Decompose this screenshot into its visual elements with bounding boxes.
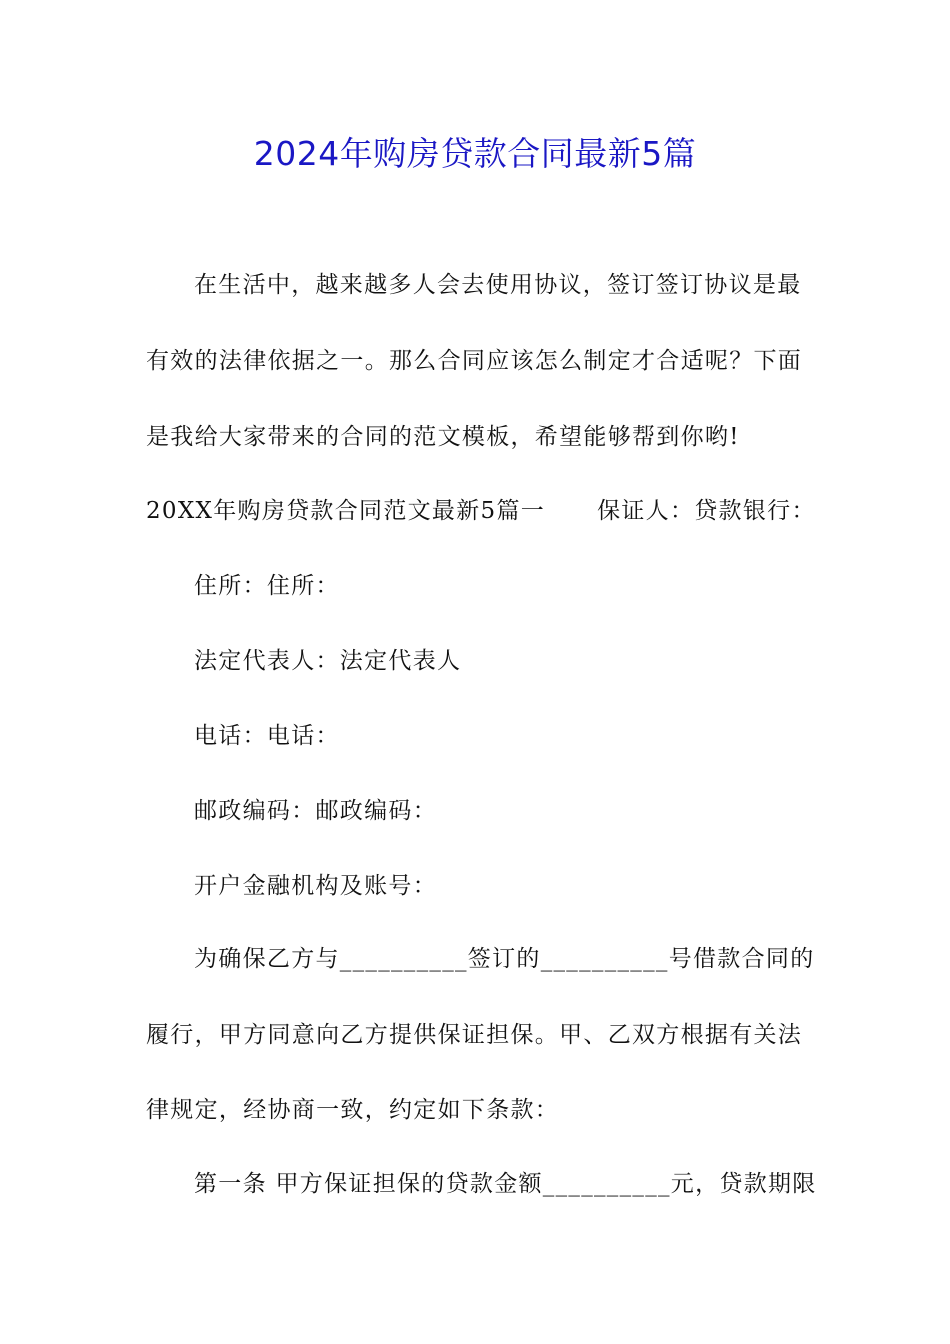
party-label-guarantor-bank: 保证人：贷款银行： xyxy=(597,498,816,524)
paragraph-line: 律规定，经协商一致，约定如下条款： xyxy=(146,1097,560,1123)
paragraph-line: 履行，甲方同意向乙方提供保证担保。甲、乙双方根据有关法 xyxy=(146,1022,803,1048)
clause-line: 第一条 甲方保证担保的贷款金额__________元，贷款期限 xyxy=(194,1171,817,1197)
paragraph-line: 有效的法律依据之一。那么合同应该怎么制定才合适呢？下面 xyxy=(146,348,803,374)
field-postal-code: 邮政编码：邮政编码： xyxy=(194,798,437,824)
document-title: 2024年购房贷款合同最新5篇 xyxy=(253,134,697,173)
section-heading-line xyxy=(146,496,816,526)
paragraph-line: 是我给大家带来的合同的范文模板，希望能够帮到你哟! xyxy=(146,424,740,450)
field-address: 住所：住所： xyxy=(194,573,340,599)
section-heading: 20XX年购房贷款合同范文最新5篇一 xyxy=(146,498,546,524)
field-phone: 电话：电话： xyxy=(194,723,340,749)
field-bank-account: 开户金融机构及账号： xyxy=(194,873,437,899)
field-legal-representative: 法定代表人：法定代表人 xyxy=(194,648,462,674)
paragraph-line: 为确保乙方与__________签订的__________号借款合同的 xyxy=(194,946,815,972)
paragraph-line: 在生活中，越来越多人会去使用协议，签订签订协议是最 xyxy=(194,272,802,298)
